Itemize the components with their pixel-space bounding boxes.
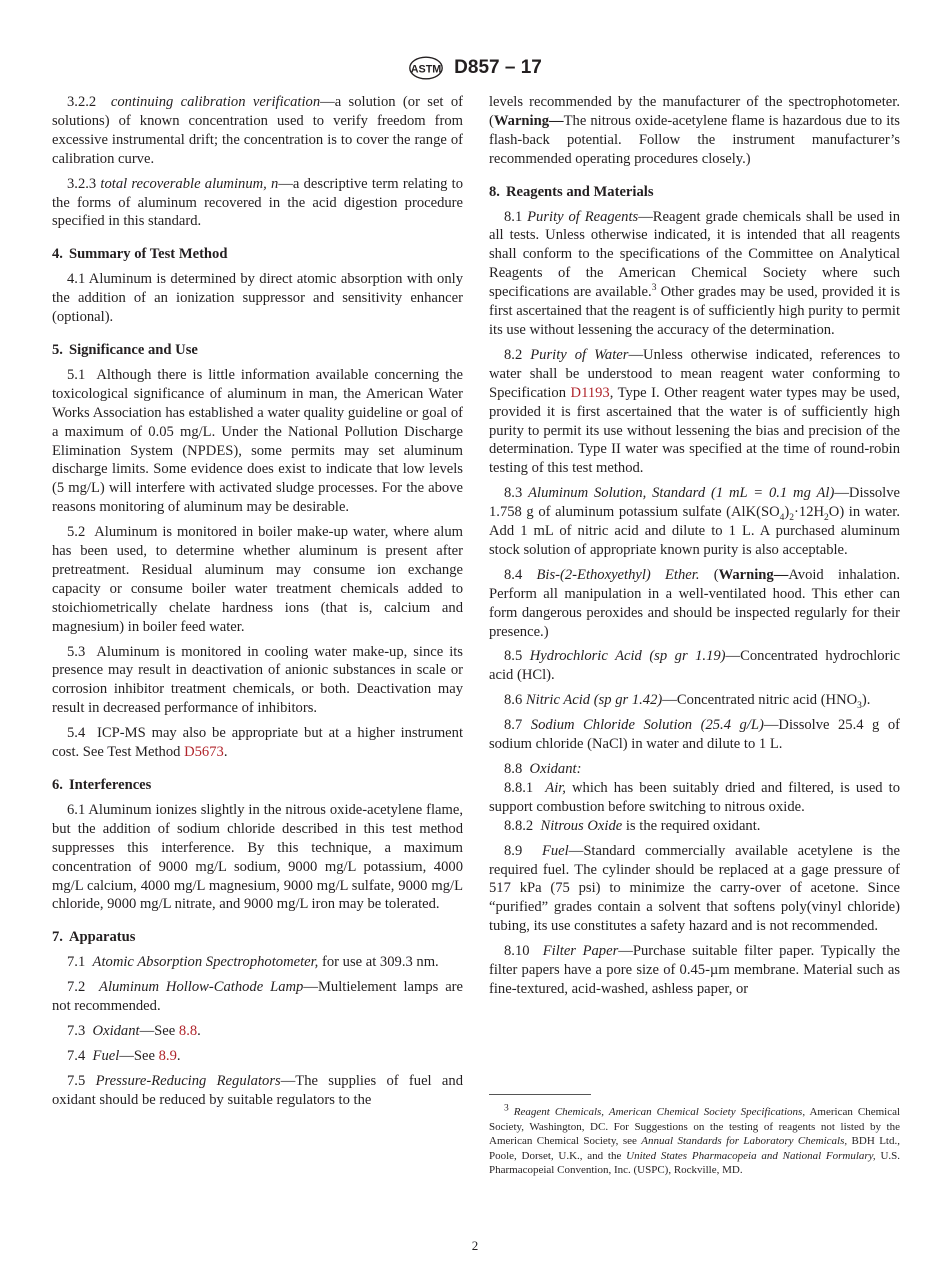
standard-designation: D857 – 17 — [454, 57, 542, 78]
para-7-5-continued: levels recommended by the manufacturer of the spectrophotometer. (Warning—The nitrous oxide-acetylene flame is hazardous due to its flash-back potential. Follow the instrument manufacturer’s recommended operating procedures closely.) — [489, 94, 900, 167]
para-8-7: 8.7 Sodium Chloride Solution (25.4 g/L)—Dissolve 25.4 g of sodium chloride (NaCl) in water and dilute to 1 L. — [489, 717, 900, 753]
para-7-3: 7.3 Oxidant—See 8.8. — [67, 1022, 201, 1039]
svg-text:ASTM: ASTM — [410, 63, 442, 76]
para-8-4: 8.4 Bis-(2-Ethoxyethyl) Ether. (Warning—Avoid inhalation. Perform all manipulation in a well-ventilated hood. This ether can form dangerous peroxides and should be inspected regularly for their presence.) — [489, 566, 900, 640]
link-8-8[interactable]: 8.8 — [178, 1022, 198, 1039]
section-8-heading: 8. Reagents and Materials — [489, 183, 654, 200]
para-8-2: 8.2 Purity of Water—Unless otherwise indicated, references to water shall be understood to mean reagent water conforming to Specification D1193, Type I. Other reagent water types may be used, provided it is first ascertained that the water is of sufficiently high purity to permit its use without lessening the bias and precision of the determination. Type II water was specified at the time of round-robin testing of this test method. — [489, 346, 900, 477]
footnote-mark: 3 — [504, 1103, 509, 1114]
section-6-heading: 6. Interferences — [52, 777, 152, 793]
para-8-1: 8.1 Purity of Reagents—Reagent grade chemicals shall be used in all tests. Unless otherwise indicated, it is intended that all reagents shall conform to the specifications of the Committee on Analytical Reagents of the American Chemical Society where such specifications are available.$^3$ Other grades may be used, provided it is first ascertained that the reagent is of sufficiently high purity to permit its use without lessening the accuracy of the determination. — [489, 208, 900, 338]
left-column — [52, 93, 463, 1116]
link-d5673[interactable]: D5673 — [184, 744, 224, 761]
footnote-ref-3[interactable]: 3 — [651, 283, 657, 294]
para-8-8: 8.8 Oxidant: — [504, 761, 582, 777]
para-3-2-2: 3.2.2 continuing calibration verification—a solution (or set of solutions) of known concentration used to verify freedom from excessive instrumental drift; the concentration is to cover the range of calibration curve. — [52, 94, 463, 167]
astm-logo-icon — [408, 54, 444, 82]
para-7-2: 7.2 Aluminum Hollow-Cathode Lamp—Multielement lamps are not recommended. — [52, 979, 464, 1015]
para-8-8-1: 8.8.1 Air, which has been suitably dried and filtered, is used to support combustion before switching to nitrous oxide. — [489, 779, 900, 815]
link-8-9[interactable]: 8.9 — [158, 1047, 177, 1064]
para-8-5: 8.5 Hydrochloric Acid (sp gr 1.19)—Concentrated hydrochloric acid (HCl). — [489, 648, 900, 684]
footnote-divider — [489, 1094, 591, 1095]
para-7-1: 7.1 Atomic Absorption Spectrophotometer, for use at 309.3 nm. — [67, 954, 439, 971]
para-5-4: 5.4 ICP-MS may also be appropriate but at a higher instrument cost. See Test Method D5673. — [52, 725, 464, 761]
para-8-9: 8.9 Fuel—Standard commercially available acetylene is the required fuel. The cylinder should be replaced at a gage pressure of 517 kPa (75 psi) to minimize the carry-over of acetone. Since “purified” grades contain a solvent that softens poly(vinyl chloride) tubing, its use constitutes a safety hazard and is not recommended. — [489, 842, 901, 935]
right-column — [489, 93, 900, 1005]
para-8-10: 8.10 Filter Paper—Purchase suitable filter paper. Typically the filter papers have a pore size of 0.45-µm membrane. Material such as fine-textured, acid-washed, ashless paper, or — [489, 943, 900, 997]
para-6-1: 6.1 Aluminum ionizes slightly in the nitrous oxide-acetylene flame, but the addition of sodium chloride described in this test method suppresses this interference. By this technique, a maximum concentration of 9000 mg/L sodium, 9000 mg/L potassium, 4000 mg/L calcium, 4000 mg/L magnesium, 9000 mg/L sulfate, 9000 mg/L chloride, 9000 mg/L nitrate, and 9000 mg/L iron may be tolerated. — [52, 801, 464, 913]
para-8-6: 8.6 Nitric Acid (sp gr 1.42)—Concentrated nitric acid $(HNO_3)$. — [504, 692, 871, 712]
section-7-heading: 7. Apparatus — [52, 929, 136, 946]
para-7-4: 7.4 Fuel—See 8.9. — [67, 1047, 181, 1064]
para-5-3: 5.3 Aluminum is monitored in cooling water make-up, since its presence may result in deactivation of anionic substances in scale or corrosion inhibitor treatment chemicals, or both. Deactivation may result in decreased performance of inhibitors. — [52, 643, 463, 717]
section-4-heading: 4. Summary of Test Method — [52, 246, 228, 263]
section-5-heading: 5. Significance and Use — [52, 341, 198, 358]
footnote-3: $^3$ Reagent Chemicals, American Chemical Society Specifications, American Chemical Society, Washington, DC. For Suggestions on the testing of reagents not listed by the American Chemical Society, see Annual Standards for Laboratory Chemicals, BDH Ltd., Poole, Dorset, U.K., and the United States Pharmacopeia and National Formulary, U.S. Pharmacopeial Convention, Inc. (USPC), Rockville, MD. — [489, 1103, 901, 1177]
para-7-5: 7.5 Pressure-Reducing Regulators—The supplies of fuel and oxidant should be reduced by suitable regulators to the — [52, 1072, 463, 1108]
para-5-1: 5.1 Although there is little information available concerning the toxicological significance of aluminum in man, the American Water Works Association has established a water quality guideline or goal of a maximum of 0.05 mg/L. Under the National Pollution Discharge Elimination System (NPDES), some permits may set aluminum discharge limits. Some evidence does exist to indicate that low levels (5 mg/L) will interfere with activated sludge processes. For the above reasons monitoring of aluminum may be desirable. — [52, 366, 463, 516]
page-number: 2 — [471, 1238, 479, 1253]
para-4-1: 4.1 Aluminum is determined by direct atomic absorption with only the addition of an ionization suppressor and sensitivity enhancer (optional). — [52, 271, 464, 326]
para-8-3: 8.3 Aluminum Solution, Standard (1 mL = 0.1 mg Al)—Dissolve 1.758 g of aluminum potassium sulfate $(AlK(SO_4)_2\cdot 12H_2O)$ in water. Add 1 mL of nitric acid and dilute to 1 L. A purchased aluminum stock solution of appropriate known purity is also acceptable. — [489, 485, 900, 558]
page-header — [0, 54, 950, 84]
para-8-8-2: 8.8.2 Nitrous Oxide is the required oxidant. — [504, 817, 761, 834]
para-5-2: 5.2 Aluminum is monitored in boiler make-up water, where alum has been used, to determine whether aluminum is present after pretreatment. Residual aluminum may consume ion exchange capacity or consume boiler water treatment chemicals added to stoichiometrically chelate hardness ions (that is, calcium and magnesium) in boiler feed water. — [52, 524, 463, 635]
link-d1193[interactable]: D1193 — [570, 384, 610, 401]
para-3-2-3: 3.2.3 total recoverable aluminum, n—a descriptive term relating to the forms of aluminum recovered in the acid digestion procedure specified in this standard. — [52, 175, 463, 230]
